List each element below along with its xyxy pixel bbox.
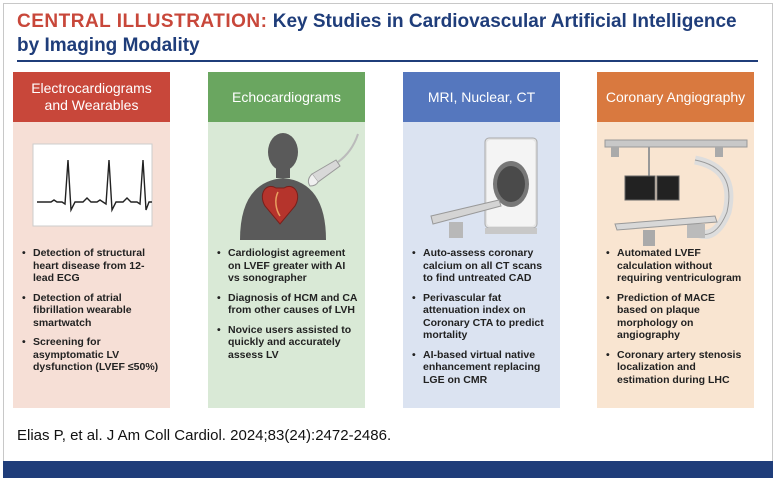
- panel-echo: [208, 72, 365, 408]
- bullet-list: [13, 247, 170, 381]
- bullet-item: • Detection of structural heart disease from 12-lead ECG: [33, 247, 164, 285]
- bullet-list: [208, 247, 365, 368]
- bullet-item: • Automated LVEF calculation without requiring ventriculogram: [617, 247, 748, 285]
- panel-heading: Coronary Angiography: [597, 72, 754, 122]
- panel-angiography: [597, 72, 754, 408]
- title-text: Key Studies in Cardiovascular Artificial Intelligence by Imaging Modality: [17, 11, 737, 56]
- panel-mri: [403, 72, 560, 408]
- bullet-item: • Detection of atrial fibrillation wearable smartwatch: [33, 292, 164, 330]
- bullet-list: [403, 247, 560, 393]
- figure-title: [17, 10, 757, 58]
- bullet-item: • Novice users assisted to quickly and accurately assess LV: [228, 324, 359, 362]
- bullet-list: [597, 247, 754, 393]
- panel-heading: Electrocardiograms and Wearables: [13, 72, 170, 122]
- footer-bar: [3, 461, 773, 478]
- bullet-item: • Screening for asymptomatic LV dysfunction (LVEF ≤50%): [33, 336, 164, 374]
- bullet-item: • AI-based virtual native enhancement replacing LGE on CMR: [423, 349, 554, 387]
- bullet-item: • Coronary artery stenosis localization and estimation during LHC: [617, 349, 748, 387]
- citation: Elias P, et al. J Am Coll Cardiol. 2024;83(24):2472-2486.: [17, 427, 392, 444]
- panel-heading: MRI, Nuclear, CT: [403, 72, 560, 122]
- bullet-item: • Prediction of MACE based on plaque morphology on angiography: [617, 292, 748, 342]
- title-lead: CENTRAL ILLUSTRATION:: [17, 11, 268, 32]
- panel-heading: Echocardiograms: [208, 72, 365, 122]
- bullet-item: • Diagnosis of HCM and CA from other causes of LVH: [228, 292, 359, 317]
- panel-ecg: [13, 72, 170, 408]
- bullet-item: • Auto-assess coronary calcium on all CT scans to find untreated CAD: [423, 247, 554, 285]
- bullet-item: • Cardiologist agreement on LVEF greater with AI vs sonographer: [228, 247, 359, 285]
- title-rule: [17, 60, 758, 62]
- bullet-item: • Perivascular fat attenuation index on Coronary CTA to predict mortality: [423, 292, 554, 342]
